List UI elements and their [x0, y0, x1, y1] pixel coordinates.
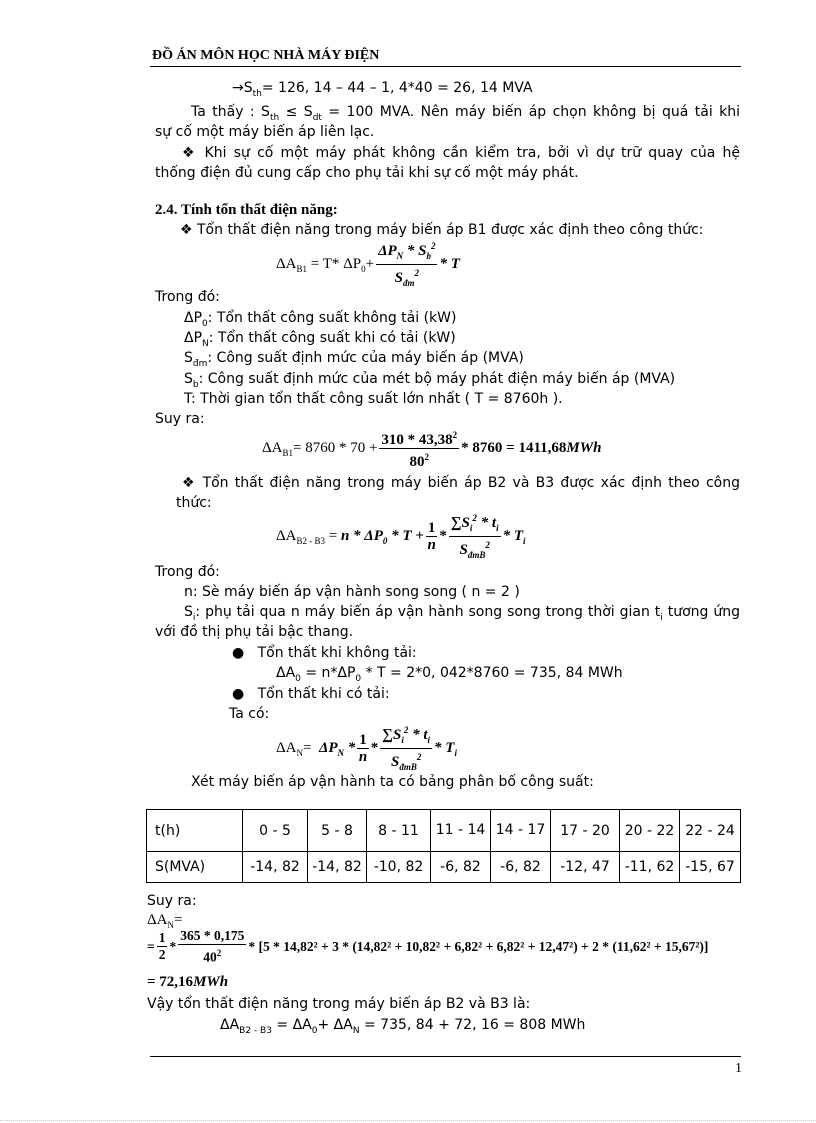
formula-final: $\Delta A_{B2 - B3} = \Delta A_0+ \Delta A_N = 735$, 84 + 72, 16 = 808 MWh — [220, 1017, 586, 1036]
an-label: $\Delta A_N=$ — [147, 912, 183, 930]
def-dp0: $\Delta P_0$: Tổn thất công suất không tải (kW) — [184, 310, 457, 329]
table-cell: 17 - 20 — [551, 810, 620, 852]
document-header: ĐỒ ÁN MÔN HỌC NHÀ MÁY ĐIỆN — [152, 48, 380, 63]
def-si-cont: với đồ thị phụ tải bậc thang. — [155, 624, 354, 640]
table-cell: -10, 82 — [367, 852, 431, 883]
table-cell: -6, 82 — [431, 852, 491, 883]
table-cell: 14 - 17 — [491, 810, 551, 852]
table-intro: Xét máy biến áp vận hành ta có bảng phân bố công suất: — [191, 774, 594, 790]
table-cell: 20 - 22 — [620, 810, 680, 852]
where-label-2: Trong đó: — [155, 564, 220, 580]
footer-divider — [150, 1056, 741, 1057]
table-cell: 0 - 5 — [243, 810, 308, 852]
formula-a0: $\Delta A_0 = n*\Delta P_0 * T = 2*0$, 042*8760 = 735, 84 MWh — [276, 665, 623, 684]
header-divider — [150, 66, 741, 67]
b23-intro: ❖ Tổn thất điện năng trong máy biến áp B2 và B3 được xác định theo công — [182, 475, 740, 491]
table-cell: -14, 82 — [308, 852, 367, 883]
b23-intro-cont: thức: — [176, 495, 212, 511]
therefore-label-2: Suy ra: — [147, 893, 197, 909]
therefore-label-1: Suy ra: — [155, 411, 205, 427]
row-label-time: t(h) — [147, 810, 243, 852]
an-result: = 72,16MWh — [147, 974, 229, 990]
def-sdm: $S_{đm}$: Công suất định mức của máy biến áp (MVA) — [184, 350, 524, 369]
table-cell: -14, 82 — [243, 852, 308, 883]
paragraph-generator-fault: ❖ Khi sự cố một máy phát không cần kiểm tra, bởi vì dự trữ quay của hệ — [182, 145, 740, 161]
row-label-power: S(MVA) — [147, 852, 243, 883]
table-cell: -15, 67 — [680, 852, 741, 883]
where-label-1: Trong đó: — [155, 289, 220, 305]
formula-b23: $\Delta A_{B2 - B3}$ = n * $\Delta P_0$ * T + $\frac{1}{n}$ * $\frac{\sum S_i^2 * t_i}{S_{đmB}^2}$ * $T_i$ — [276, 510, 526, 563]
def-t: T: Thời gian tổn thất công suất lớn nhất ( T = 8760h ). — [184, 391, 563, 407]
paragraph-overload-cont: sự cố một máy biến áp liên lạc. — [155, 124, 375, 140]
table-cell: 22 - 24 — [680, 810, 741, 852]
def-n: n: Sè máy biến áp vận hành song song ( n = 2 ) — [184, 584, 520, 600]
formula-b1-calc: $\Delta A_{B1}$ = 8760 * 70 + $\frac{310 * 43,38^2}{80^2}$ * 8760 = 1411,68 MWh — [262, 427, 601, 470]
formula-b1: $\Delta A_{B1} = T*$ $\Delta P_0+$ $\frac{\Delta P_N * S_b^2}{S_{đm}^2}$ * T — [276, 238, 460, 291]
bullet-load: ● Tổn thất khi có tải: — [232, 686, 390, 702]
formula-an-calc: = $\frac{1}{2}$ * $\frac{365 * 0,175}{40^2}$ * [5 * 14,82² + 3 * (14,82² + 10,82² + 6,82² + 6,82² + 12,47²) + 2 * (11,62² + 15,67²)] — [147, 928, 709, 965]
table-cell: 8 - 11 — [367, 810, 431, 852]
table-row — [147, 810, 741, 852]
table-cell: 5 - 8 — [308, 810, 367, 852]
table-cell: 11 - 14 — [431, 810, 491, 852]
table-row — [147, 852, 741, 883]
page-number: 1 — [735, 1061, 742, 1076]
paragraph-generator-fault-cont: thống điện đủ cung cấp cho phụ tải khi sự cố một máy phát. — [155, 165, 579, 181]
def-si: $S_i$: phụ tải qua n máy biến áp vận hành song song trong thời gian $t_i$ tương ứng — [184, 604, 740, 623]
paragraph-overload: Ta thấy : $S_{th} \le S_{dt} = 100$ MVA. Nên máy biến áp chọn không bị quá tải khi — [191, 104, 741, 123]
table-cell: -11, 62 — [620, 852, 680, 883]
power-distribution-table — [146, 809, 741, 883]
page-edge — [0, 1120, 816, 1121]
b1-intro: ❖ Tổn thất điện năng trong máy biến áp B1 được xác định theo công thức: — [180, 222, 704, 238]
formula-an: $\Delta A_N=$ $\Delta P_N$ * $\frac{1}{n}$ * $\frac{\sum S_i^2 * t_i}{S_{đmB}^2}$ * $T_i$ — [276, 722, 457, 775]
table-cell: -12, 47 — [551, 852, 620, 883]
we-have-label: Ta có: — [229, 706, 270, 722]
table-cell: -6, 82 — [491, 852, 551, 883]
section-title: 2.4. Tính tổn thất điện năng: — [155, 202, 338, 218]
bullet-no-load: ● Tổn thất khi không tải: — [232, 645, 417, 661]
sth-equation: $\to S_{th}= 126$, 14 – 44 – 1, 4*40 = 26, 14 MVA — [232, 80, 533, 99]
def-sb: $S_b$: Công suất định mức của mét bộ máy phát điện máy biến áp (MVA) — [184, 371, 676, 390]
def-dpn: $\Delta P_N$: Tổn thất công suất khi có tải (kW) — [184, 330, 456, 349]
conclusion-text: Vậy tổn thất điện năng trong máy biến áp B2 và B3 là: — [147, 996, 531, 1012]
